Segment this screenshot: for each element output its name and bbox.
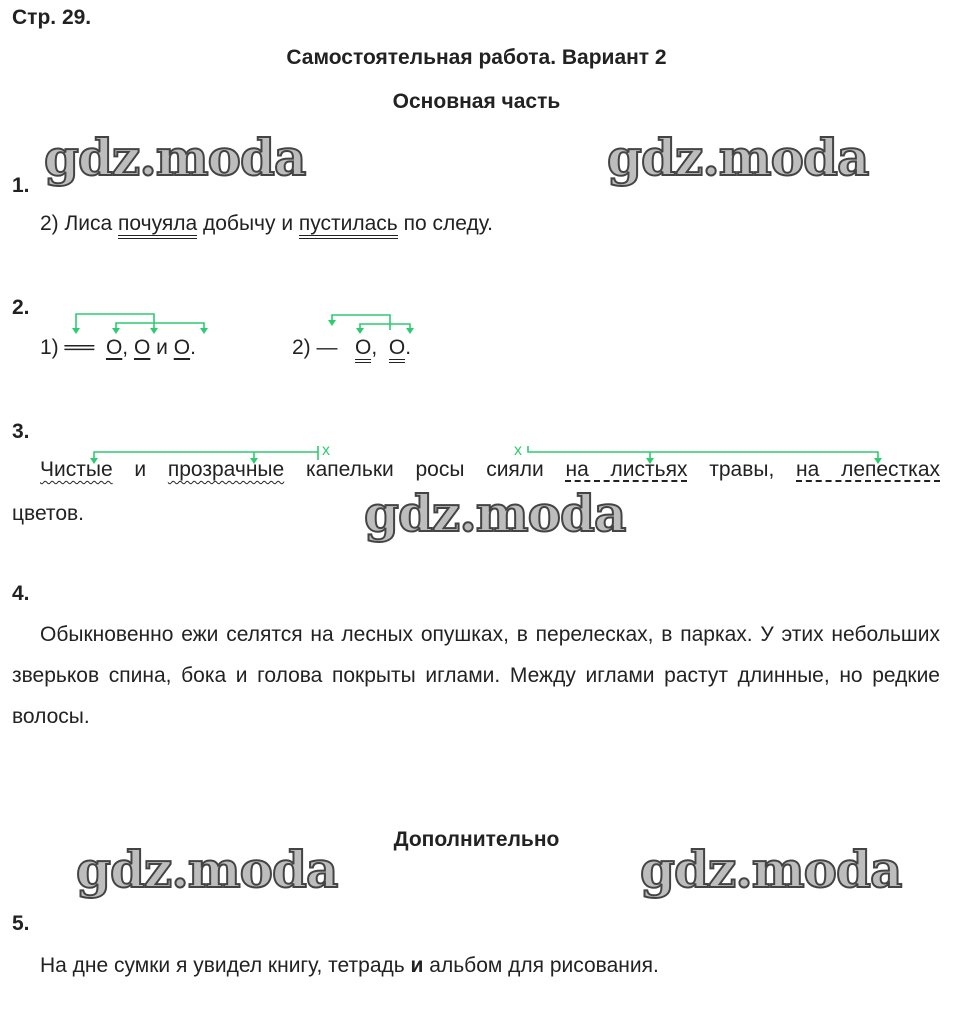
task-number: 1. — [12, 174, 30, 197]
modifier-word: Чистые — [40, 458, 113, 481]
conjunction-bold: и — [410, 954, 424, 977]
sentence-text: по следу. — [397, 212, 493, 235]
task-number: 3. — [12, 420, 30, 443]
section-title: Дополнительно — [393, 828, 560, 851]
page-number: Стр. 29. — [12, 6, 92, 29]
period: . — [190, 336, 196, 359]
sentence-text: 2) Лиса — [40, 212, 119, 235]
sentence-text: травы, — [687, 458, 797, 481]
task-number: 2. — [12, 296, 30, 319]
task-number: 4. — [12, 582, 30, 605]
adverbial-phrase: на листьях — [565, 458, 688, 481]
scheme-label: 1) — [40, 336, 65, 359]
task-number: 5. — [12, 912, 30, 935]
task5-sentence — [40, 954, 659, 978]
sentence-text: и — [112, 458, 168, 481]
comma: , — [122, 336, 129, 359]
homogeneous-member: О — [173, 336, 191, 359]
scheme-label: 2) — — [292, 336, 338, 359]
predicate-word: пустилась — [299, 212, 398, 239]
section-title: Основная часть — [392, 90, 561, 113]
period: . — [405, 336, 412, 359]
homogeneous-member: О — [389, 336, 405, 363]
page-title: Самостоятельная работа. Вариант 2 — [286, 46, 667, 69]
sentence-text: альбом для рисования. — [423, 954, 659, 977]
sentence-text: На дне сумки я увидел книгу, тетрадь — [40, 954, 411, 977]
watermark-logo: gdz.moda — [364, 484, 626, 543]
sentence-text: капельки росы сияли — [284, 458, 566, 481]
comma: , — [371, 336, 378, 359]
scheme-mark-x: x — [514, 442, 522, 459]
adverbial-phrase: на лепестках — [796, 458, 941, 481]
watermark-logo: gdz.moda — [44, 128, 306, 187]
scheme-mark-x: x — [322, 442, 330, 459]
homogeneous-member: О — [105, 336, 123, 359]
task3-line2: цветов. — [12, 502, 84, 525]
modifier-word: прозрачные — [167, 458, 285, 481]
sentence-text: добычу и — [197, 212, 299, 235]
task4-paragraph: Обыкновенно ежи селятся на лесных опушках, в перелесках, в парках. У этих небольших зверьков спина, бока и голова покрыты иглами. Между иглами растут длинные, но редкие волосы. — [12, 623, 940, 728]
scheme-1 — [40, 336, 196, 360]
watermark-logo: gdz.moda — [607, 128, 869, 187]
task3-line1 — [40, 458, 940, 482]
homogeneous-member: О — [133, 336, 151, 359]
homogeneous-member: О — [355, 336, 371, 363]
watermark-logo: gdz.moda — [640, 840, 902, 899]
conjunction: и — [150, 336, 174, 359]
predicate-mark: ══ — [64, 336, 95, 359]
watermark-logo: gdz.moda — [76, 840, 338, 899]
predicate-word: почуяла — [118, 212, 197, 239]
scheme-2 — [292, 336, 411, 360]
